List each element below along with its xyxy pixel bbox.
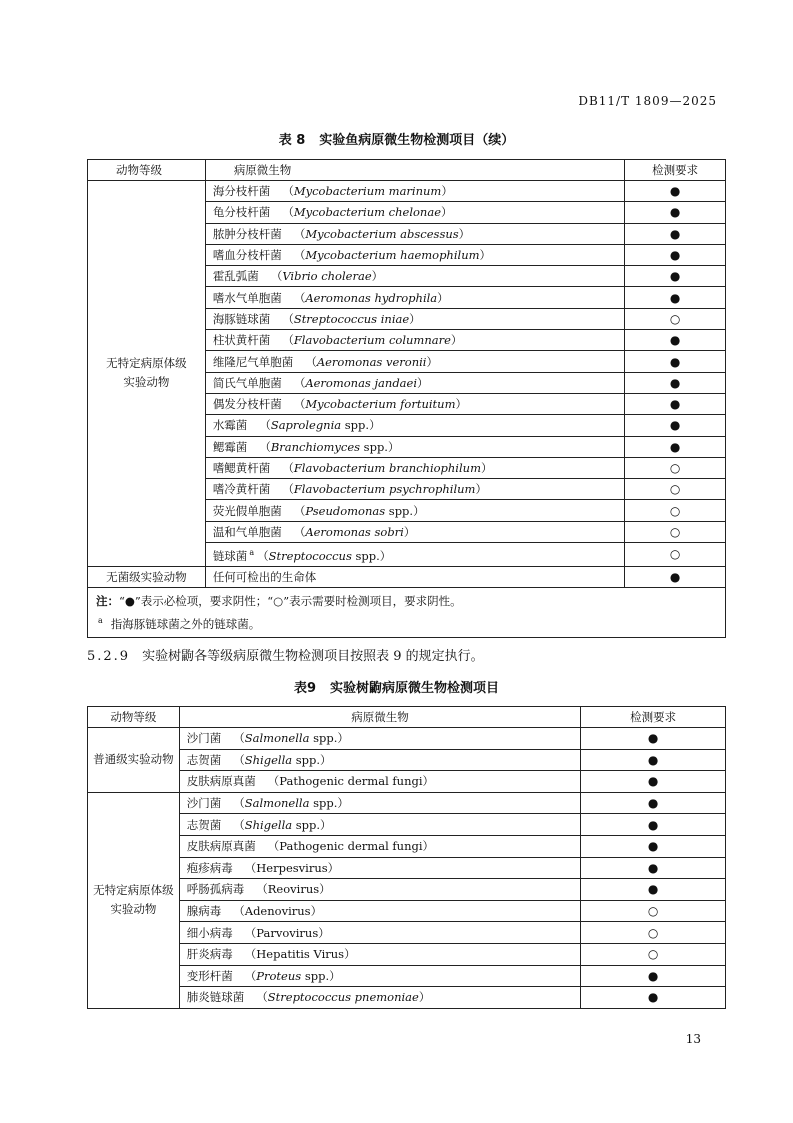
close-paren: ） [441, 184, 453, 199]
requirement-mark: ● [625, 330, 726, 351]
pathogen-scientific-name: Proteus [256, 968, 302, 983]
close-paren: ） [344, 947, 356, 962]
requirement-mark: ● [625, 202, 726, 223]
open-paren: （ [267, 774, 280, 789]
pathogen-cn-name: 细小病毒 [186, 925, 233, 940]
pathogen-cn-name: 沙门菌 [186, 731, 222, 746]
pathogen-scientific-name: Pseudomonas [305, 503, 386, 518]
pathogen-scientific-name: Flavobacterium columnare [293, 333, 451, 348]
pathogen-suffix: spp. [341, 418, 370, 433]
close-paren: ） [475, 482, 487, 497]
open-paren: （ [256, 990, 268, 1005]
pathogen-cell [179, 835, 581, 857]
pathogen-scientific-name: Streptococcus iniae [293, 311, 410, 326]
pathogen-cell [179, 922, 581, 944]
requirement-mark: ○ [625, 479, 726, 500]
table8-header-requirement: 检测要求 [625, 160, 726, 181]
clause-5-2-9 [87, 645, 484, 664]
pathogen-cn-name: 呼肠孤病毒 [186, 882, 245, 897]
pathogen-cell [179, 771, 581, 793]
table8-caption [0, 129, 793, 148]
table9-row [88, 879, 726, 901]
pathogen-cell [179, 814, 581, 836]
pathogen-suffix: spp. [292, 752, 321, 767]
requirement-mark: ● [625, 372, 726, 393]
pathogen-cell [205, 308, 624, 329]
pathogen-cell [205, 500, 624, 521]
pathogen-cn-name: 柱状黄杆菌 [212, 333, 271, 348]
open-paren: （ [270, 269, 283, 284]
requirement-mark: ● [625, 351, 726, 372]
table9-row [88, 835, 726, 857]
requirement-mark: ● [581, 987, 726, 1009]
table9-header-pathogen: 病原微生物 [179, 707, 581, 728]
pathogen-cell [179, 965, 581, 987]
pathogen-scientific-name: Saprolegnia [270, 418, 342, 433]
pathogen-cn-name: 嗜水气单胞菌 [212, 290, 282, 305]
pathogen-scientific-name: Vibrio cholerae [282, 269, 372, 284]
requirement-mark: ● [581, 814, 726, 836]
table9-caption-title: 实验树鼩病原微生物检测项目 [330, 681, 500, 696]
open-paren: （ [244, 947, 257, 962]
table8-note-cell [88, 588, 726, 638]
table9-row [88, 943, 726, 965]
table8 [87, 159, 726, 638]
open-paren: （ [282, 482, 294, 497]
pathogen-cell [205, 415, 624, 436]
open-paren: （ [282, 311, 294, 326]
clause-text: 实验树鼩各等级病原微生物检测项目按照表 9 的规定执行。 [142, 649, 484, 664]
close-paren: ） [450, 333, 463, 348]
pathogen-cn-name: 皮肤病原真菌 [186, 774, 256, 789]
open-paren: （ [293, 290, 306, 305]
pathogen-cn-name: 温和气单胞菌 [212, 524, 282, 539]
table8-row [88, 181, 726, 202]
pathogen-cn-name: 嗜冷黄杆菌 [212, 482, 271, 497]
table9-row [88, 922, 726, 944]
open-paren: （ [282, 461, 294, 475]
pathogen-cn-name: 嗜鳃黄杆菌 [212, 461, 271, 475]
table9-row [88, 792, 726, 814]
requirement-mark: ○ [581, 922, 726, 944]
pathogen-suffix: spp. [309, 731, 338, 746]
close-paren: ） [337, 731, 349, 746]
pathogen-cell [179, 879, 581, 901]
close-paren: ） [371, 269, 384, 284]
pathogen-cell [205, 372, 624, 393]
pathogen-suffix: spp. [360, 439, 388, 454]
pathogen-cell [205, 244, 624, 265]
pathogen-english-name: Herpesvirus [256, 860, 328, 875]
pathogen-cn-name: 龟分枝杆菌 [212, 205, 271, 220]
pathogen-scientific-name: Mycobacterium fortuitum [305, 397, 456, 412]
requirement-mark: ● [581, 835, 726, 857]
pathogen-cell [205, 457, 624, 478]
pathogen-cell [179, 987, 581, 1009]
requirement-mark: ○ [581, 900, 726, 922]
table9-level-conventional: 普通级实验动物 [88, 728, 180, 793]
pathogen-cn-name: 腺病毒 [186, 904, 222, 919]
pathogen-cell [205, 521, 624, 542]
requirement-mark: ● [625, 244, 726, 265]
open-paren: （ [244, 925, 257, 940]
open-paren: （ [293, 397, 306, 412]
open-paren: （ [293, 248, 306, 263]
table8-note-row [88, 588, 726, 638]
pathogen-cn-name: 海豚链球菌 [212, 311, 271, 326]
pathogen-scientific-name: Aeromonas veronii [316, 354, 427, 369]
open-paren: （ [293, 524, 306, 539]
table8-caption-number: 表 8 [278, 133, 306, 148]
requirement-mark: ● [581, 792, 726, 814]
pathogen-scientific-name: Shigella [244, 752, 293, 767]
pathogen-english-name: Reovirus [267, 882, 320, 897]
requirement-mark: ● [581, 771, 726, 793]
close-paren: ） [418, 990, 431, 1005]
close-paren: ） [413, 503, 425, 518]
requirement-mark: ● [625, 566, 726, 587]
pathogen-cn-name: 链球菌 [212, 548, 248, 563]
pathogen-cell [205, 181, 624, 202]
pathogen-cn-name: 鳃霉菌 [212, 439, 248, 454]
close-paren: ） [437, 290, 449, 305]
note-lead: 注： [96, 594, 119, 609]
close-paren: ） [320, 752, 332, 767]
requirement-mark: ● [581, 857, 726, 879]
open-paren: （ [244, 860, 257, 875]
pathogen-cn-name: 海分枝杆菌 [212, 184, 271, 199]
close-paren: ） [329, 968, 341, 983]
pathogen-scientific-name: Branchiomyces [270, 439, 361, 454]
page-number: 13 [685, 1032, 701, 1046]
pathogen-scientific-name: Mycobacterium chelonae [293, 205, 441, 220]
pathogen-english-name: Adenovirus [244, 904, 311, 919]
open-paren: （ [233, 904, 245, 919]
close-paren: ） [327, 860, 340, 875]
pathogen-cn-name: 维隆尼气单胞菌 [212, 354, 294, 369]
table9-row [88, 987, 726, 1009]
open-paren: （ [293, 375, 306, 390]
pathogen-english-name: Hepatitis Virus [256, 947, 345, 962]
pathogen-cell [179, 728, 581, 750]
table8-row [88, 566, 726, 587]
requirement-mark: ● [625, 223, 726, 244]
pathogen-cell [205, 393, 624, 414]
close-paren: ） [480, 461, 493, 475]
open-paren: （ [233, 796, 245, 811]
open-paren: （ [259, 439, 271, 454]
note-line [96, 591, 717, 611]
close-paren: ） [387, 439, 400, 454]
requirement-mark: ● [625, 181, 726, 202]
close-paren: ） [417, 375, 429, 390]
pathogen-cell [179, 857, 581, 879]
table9-row [88, 814, 726, 836]
pathogen-cn-name: 肺炎链球菌 [186, 990, 245, 1005]
requirement-mark: ○ [625, 521, 726, 542]
close-paren: ） [320, 817, 332, 832]
open-paren: （ [293, 226, 306, 241]
open-paren: （ [244, 968, 257, 983]
table8-level-germfree: 无菌级实验动物 [88, 566, 206, 587]
pathogen-scientific-name: Aeromonas sobri [305, 524, 404, 539]
requirement-mark: ● [625, 287, 726, 308]
pathogen-english-name: Pathogenic dermal fungi [279, 774, 423, 789]
standard-code: DB11/T 1809—2025 [578, 94, 717, 108]
pathogen-scientific-name: Aeromonas jandaei [305, 375, 418, 390]
table9-header-level: 动物等级 [88, 707, 180, 728]
pathogen-cell [205, 543, 624, 567]
close-paren: ） [403, 524, 416, 539]
pathogen-scientific-name: Flavobacterium branchiophilum [293, 461, 481, 475]
close-paren: ） [379, 548, 392, 563]
requirement-mark: ○ [625, 308, 726, 329]
pathogen-cell [179, 792, 581, 814]
pathogen-cn-name: 疱疹病毒 [186, 860, 233, 875]
open-paren: （ [259, 418, 271, 433]
open-paren: （ [233, 731, 245, 746]
pathogen-cn-name: 皮肤病原真菌 [186, 839, 256, 854]
table9-caption-number: 表9 [293, 681, 317, 696]
table9-header-requirement: 检测要求 [581, 707, 726, 728]
table9-row [88, 900, 726, 922]
pathogen-cn-name: 偶发分枝杆菌 [212, 397, 282, 412]
pathogen-cell [205, 330, 624, 351]
table9-row [88, 728, 726, 750]
close-paren: ） [310, 904, 323, 919]
close-paren: ） [318, 925, 330, 940]
pathogen-cn-name: 霍乱弧菌 [212, 269, 259, 284]
table9-row [88, 749, 726, 771]
pathogen-suffix: spp. [309, 796, 338, 811]
pathogen-cell [205, 287, 624, 308]
pathogen-scientific-name: Streptococcus pnemoniae [267, 990, 419, 1005]
open-paren: （ [257, 548, 269, 563]
pathogen-cell [179, 943, 581, 965]
requirement-mark: ● [625, 415, 726, 436]
pathogen-cell [205, 266, 624, 287]
close-paren: ） [369, 418, 381, 433]
requirement-mark: ○ [581, 943, 726, 965]
pathogen-cell [179, 900, 581, 922]
requirement-mark: ● [581, 749, 726, 771]
pathogen-cn-name: 志贺菌 [186, 817, 222, 832]
close-paren: ） [337, 796, 349, 811]
close-paren: ） [409, 311, 421, 326]
close-paren: ） [422, 774, 435, 789]
pathogen-scientific-name: Flavobacterium psychrophilum [293, 482, 476, 497]
requirement-mark: ○ [625, 500, 726, 521]
pathogen-suffix: spp. [385, 503, 414, 518]
pathogen-cn-name: 简氏气单胞菌 [212, 375, 282, 390]
pathogen-suffix: spp. [351, 548, 380, 563]
pathogen-english-name: Parvovirus [256, 925, 319, 940]
open-paren: （ [282, 205, 294, 220]
pathogen-cell: 任何可检出的生命体 [205, 566, 624, 587]
pathogen-scientific-name: Shigella [244, 817, 293, 832]
pathogen-suffix: spp. [301, 968, 330, 983]
pathogen-cn-name: 变形杆菌 [186, 968, 233, 983]
table8-caption-title: 实验鱼病原微生物检测项目（续） [319, 133, 515, 148]
pathogen-scientific-name: Salmonella [244, 796, 310, 811]
close-paren: ） [319, 882, 331, 897]
table9-row [88, 857, 726, 879]
footnote-text: 指海豚链球菌之外的链球菌。 [110, 617, 261, 631]
pathogen-cell [205, 223, 624, 244]
table9-header-row [88, 707, 726, 728]
pathogen-cn-name: 荧光假单胞菌 [212, 503, 282, 518]
footnote-marker: a [98, 616, 103, 626]
requirement-mark: ● [581, 728, 726, 750]
close-paren: ） [426, 354, 438, 369]
close-paren: ） [441, 205, 453, 220]
requirement-mark: ○ [625, 457, 726, 478]
pathogen-suffix: spp. [292, 817, 321, 832]
pathogen-scientific-name: Salmonella [244, 731, 310, 746]
close-paren: ） [455, 397, 467, 412]
pathogen-scientific-name: Mycobacterium marinum [293, 184, 442, 199]
table8-header-row [88, 160, 726, 181]
pathogen-cn-name: 水霉菌 [212, 418, 248, 433]
pathogen-cell [205, 351, 624, 372]
open-paren: （ [293, 503, 306, 518]
pathogen-scientific-name: Mycobacterium haemophilum [305, 248, 480, 263]
open-paren: （ [305, 354, 317, 369]
requirement-mark: ● [625, 436, 726, 457]
open-paren: （ [267, 839, 280, 854]
open-paren: （ [282, 184, 294, 199]
pathogen-cn-name: 志贺菌 [186, 752, 222, 767]
requirement-mark: ○ [625, 543, 726, 567]
open-paren: （ [233, 817, 245, 832]
requirement-mark: ● [581, 965, 726, 987]
open-paren: （ [282, 333, 294, 348]
close-paren: ） [458, 226, 471, 241]
pathogen-cn-name: 沙门菌 [186, 796, 222, 811]
pathogen-cell [179, 749, 581, 771]
pathogen-cn-name: 脓肿分枝杆菌 [212, 226, 282, 241]
table8-header-pathogen: 病原微生物 [205, 160, 624, 181]
requirement-mark: ● [625, 393, 726, 414]
footnote-marker: a [249, 548, 255, 558]
pathogen-english-name: Pathogenic dermal fungi [279, 839, 423, 854]
table8-level-spf: 无特定病原体级实验动物 [88, 181, 206, 567]
pathogen-scientific-name: Mycobacterium abscessus [305, 226, 459, 241]
open-paren: （ [233, 752, 245, 767]
pathogen-cell [205, 202, 624, 223]
clause-number: 5.2.9 [87, 649, 131, 664]
pathogen-scientific-name: Streptococcus [268, 548, 352, 563]
requirement-mark: ● [581, 879, 726, 901]
table9 [87, 706, 726, 1009]
open-paren: （ [256, 882, 268, 897]
note-text: “●”表示必检项，要求阴性；“○”表示需要时检测项目，要求阴性。 [119, 594, 462, 609]
pathogen-cell [205, 479, 624, 500]
pathogen-scientific-name: Aeromonas hydrophila [305, 290, 438, 305]
table8-header-level: 动物等级 [88, 160, 206, 181]
pathogen-cn-name: 肝炎病毒 [186, 947, 233, 962]
table9-level-spf: 无特定病原体级实验动物 [88, 792, 180, 1008]
requirement-mark: ● [625, 266, 726, 287]
footnote-line [96, 611, 717, 634]
table9-row [88, 771, 726, 793]
pathogen-cell [205, 436, 624, 457]
pathogen-cn-name: 嗜血分枝杆菌 [212, 248, 282, 263]
table9-caption [0, 677, 793, 696]
close-paren: ） [422, 839, 435, 854]
table9-row [88, 965, 726, 987]
close-paren: ） [479, 248, 492, 263]
